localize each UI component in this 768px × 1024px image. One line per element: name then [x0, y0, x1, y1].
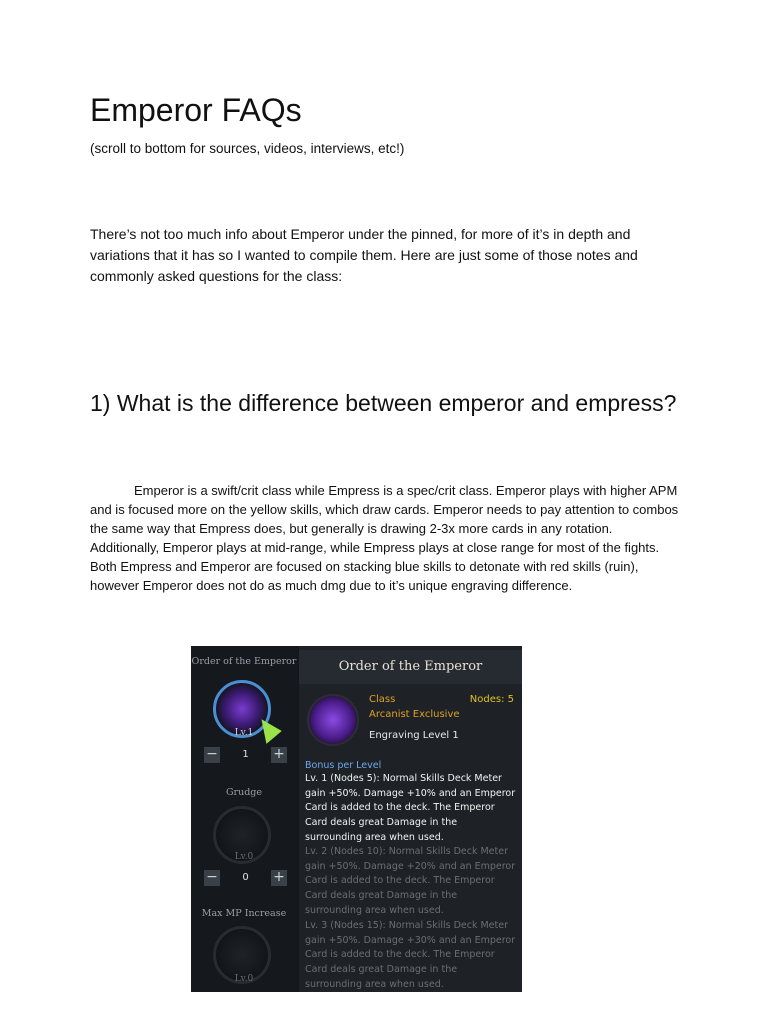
stepper-value: 0 — [242, 872, 249, 883]
engraving-screenshot — [191, 646, 522, 992]
bonus-per-level-label: Bonus per Level — [305, 760, 382, 771]
plus-icon[interactable]: + — [271, 747, 287, 763]
engraving-level: Engraving Level 1 — [369, 730, 459, 741]
answer-paragraph: Emperor is a swift/crit class while Empress is a spec/crit class. Emperor plays with higher APM and is focused more on the yellow skills, which draw cards. Emperor needs to pay attention to combos the same way that Empress does, but generally is drawing 2-3x more cards in any rotation. Additionally, Emperor plays at mid-range, while Empress plays at close range for most of the fights. Both Empress and Emperor are focused on stacking blue skills to detonate with red skills (ruin), however Emperor does not do as much dmg due to it’s unique engraving difference. — [90, 483, 679, 593]
question-heading: 1) What is the difference between emperor and empress? — [90, 390, 677, 416]
minus-icon[interactable]: − — [204, 870, 220, 886]
class-exclusive: Arcanist Exclusive — [369, 709, 460, 720]
slot-level: Lv.0 — [234, 974, 254, 984]
slot-level: Lv.0 — [234, 852, 254, 862]
level-1-description: Lv. 1 (Nodes 5): Normal Skills Deck Meter gain +50%. Damage +10% and an Emperor Card is added to the deck. The Emperor Card deals great Damage in the surrounding area when used. — [305, 773, 516, 843]
page-title: Emperor FAQs — [90, 92, 302, 128]
level-3-description: Lv. 3 (Nodes 15): Normal Skills Deck Meter gain +50%. Damage +30% and an Emperor Card is added to the deck. The Emperor Card deals great Damage in the surrounding area when used. — [305, 920, 516, 990]
stepper-value: 1 — [242, 749, 249, 760]
level-2-description: Lv. 2 (Nodes 10): Normal Skills Deck Meter gain +50%. Damage +20% and an Emperor Card is added to the deck. The Emperor Card deals great Damage in the surrounding area when used. — [305, 846, 516, 916]
slot-title-order-of-emperor: Order of the Emperor — [191, 656, 297, 667]
slot-title-grudge: Grudge — [225, 787, 263, 798]
emperor-class-icon — [307, 694, 359, 746]
intro-paragraph: There’s not too much info about Emperor under the pinned, for more of it’s in depth and variations that it has so I wanted to compile them. Here are just some of those notes and commonly asked questions for the class: — [90, 226, 638, 284]
engraving-slot-column — [191, 646, 297, 992]
slot-level: Lv.1 — [234, 728, 254, 738]
class-label: Class — [369, 694, 396, 705]
panel-header: Order of the Emperor — [299, 650, 522, 684]
slot-title-max-mp: Max MP Increase — [201, 908, 287, 919]
nodes-count: Nodes: 5 — [469, 694, 514, 705]
engraving-detail-panel — [299, 646, 522, 992]
plus-icon[interactable]: + — [271, 870, 287, 886]
slot-stepper — [204, 747, 287, 763]
page-subtitle: (scroll to bottom for sources, videos, interviews, etc!) — [90, 141, 405, 156]
minus-icon[interactable]: − — [204, 747, 220, 763]
slot-stepper — [204, 870, 287, 886]
